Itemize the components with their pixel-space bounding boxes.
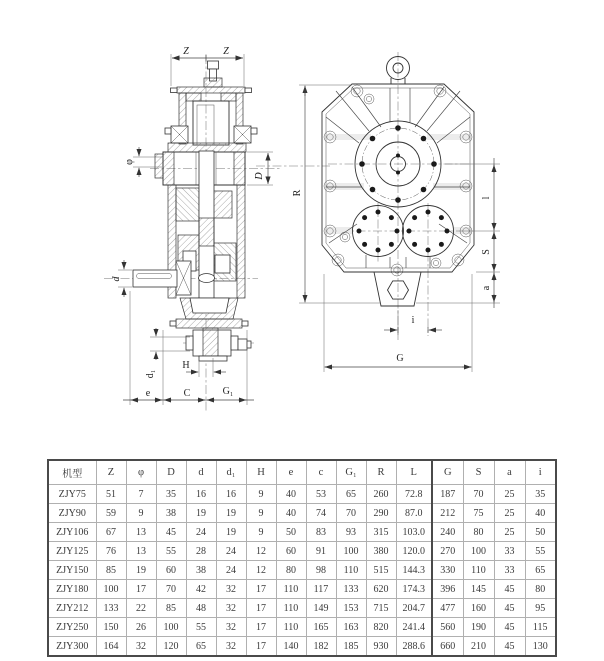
dimension-table (47, 459, 557, 657)
value-cell: 38 (156, 504, 186, 523)
right-view-front (256, 52, 500, 372)
value-cell: 45 (156, 523, 186, 542)
value-cell: 45 (494, 599, 525, 618)
value-cell: 22 (126, 599, 156, 618)
value-cell: 85 (96, 561, 126, 580)
table-row (48, 504, 556, 523)
column-header: L (396, 460, 432, 485)
left-view-cross-section (104, 46, 280, 413)
value-cell: 93 (336, 523, 366, 542)
header-row (48, 460, 556, 485)
value-cell: 70 (156, 580, 186, 599)
value-cell: 76 (96, 542, 126, 561)
plate-bolt-right (242, 321, 248, 326)
column-header: G₁ (336, 460, 366, 485)
value-cell: 100 (156, 618, 186, 637)
shaft-collar (204, 78, 222, 87)
value-cell: 28 (186, 542, 216, 561)
value-cell: 32 (216, 599, 246, 618)
housing-wall-right (237, 185, 245, 298)
value-cell: 19 (216, 504, 246, 523)
value-cell: 9 (246, 523, 276, 542)
output-coupling (186, 328, 251, 361)
value-cell: 260 (366, 485, 396, 504)
value-cell: 120.0 (396, 542, 432, 561)
dim-label-r: R (292, 189, 303, 197)
value-cell: 153 (336, 599, 366, 618)
value-cell: 660 (432, 637, 463, 657)
value-cell: 315 (366, 523, 396, 542)
value-cell: 240 (432, 523, 463, 542)
column-header: c (306, 460, 336, 485)
value-cell: 48 (186, 599, 216, 618)
value-cell: 80 (463, 523, 494, 542)
value-cell: 91 (306, 542, 336, 561)
value-cell: 70 (336, 504, 366, 523)
value-cell: 290 (366, 504, 396, 523)
table-row (48, 561, 556, 580)
value-cell: 100 (463, 542, 494, 561)
column-header: D (156, 460, 186, 485)
value-cell: 212 (432, 504, 463, 523)
value-cell: 65 (186, 637, 216, 657)
value-cell: 74 (306, 504, 336, 523)
value-cell: 13 (126, 542, 156, 561)
value-cell: 87.0 (396, 504, 432, 523)
value-cell: 45 (494, 637, 525, 657)
table-row (48, 580, 556, 599)
value-cell: 17 (246, 637, 276, 657)
value-cell: 190 (463, 618, 494, 637)
value-cell: 55 (525, 542, 556, 561)
value-cell: 140 (276, 637, 306, 657)
value-cell: 85 (156, 599, 186, 618)
value-cell: 145 (463, 580, 494, 599)
value-cell: 100 (336, 542, 366, 561)
bell-cavity (193, 101, 229, 145)
value-cell: 26 (126, 618, 156, 637)
dim-label-g: G (396, 353, 404, 364)
value-cell: 32 (216, 618, 246, 637)
value-cell: 55 (156, 542, 186, 561)
column-header: R (366, 460, 396, 485)
value-cell: 182 (306, 637, 336, 657)
bell-web-left (186, 93, 201, 101)
value-cell: 117 (306, 580, 336, 599)
value-cell: 19 (186, 504, 216, 523)
value-cell: 185 (336, 637, 366, 657)
dim-label-d1: d₁ (145, 369, 156, 379)
value-cell: 16 (216, 485, 246, 504)
value-cell: 65 (525, 561, 556, 580)
value-cell: 65 (336, 485, 366, 504)
value-cell: 930 (366, 637, 396, 657)
table-row (48, 485, 556, 504)
dim-label-z-left: Z (183, 46, 189, 57)
dim-label-d-upper: D (254, 172, 265, 180)
model-cell: ZJY250 (48, 618, 96, 637)
value-cell: 33 (494, 542, 525, 561)
value-cell: 45 (494, 580, 525, 599)
value-cell: 120 (156, 637, 186, 657)
value-cell: 19 (126, 561, 156, 580)
table-row (48, 618, 556, 637)
value-cell: 45 (494, 618, 525, 637)
dim-label-l: l (481, 196, 492, 200)
value-cell: 32 (216, 580, 246, 599)
motor-shaft-stub (208, 61, 219, 69)
value-cell: 164 (96, 637, 126, 657)
table-row (48, 637, 556, 657)
model-cell: ZJY150 (48, 561, 96, 580)
value-cell: 560 (432, 618, 463, 637)
value-cell: 42 (186, 580, 216, 599)
column-header: φ (126, 460, 156, 485)
value-cell: 25 (494, 485, 525, 504)
value-cell: 130 (525, 637, 556, 657)
dim-label-h: H (182, 360, 190, 371)
value-cell: 12 (246, 542, 276, 561)
value-cell: 110 (336, 561, 366, 580)
value-cell: 33 (494, 561, 525, 580)
value-cell: 55 (186, 618, 216, 637)
dim-label-c: C (183, 388, 191, 399)
bottom-flange-plate (176, 319, 242, 328)
value-cell: 80 (276, 561, 306, 580)
model-cell: ZJY212 (48, 599, 96, 618)
column-header: e (276, 460, 306, 485)
value-cell: 17 (246, 618, 276, 637)
inner-shaft (197, 105, 214, 145)
value-cell: 50 (525, 523, 556, 542)
value-cell: 80 (525, 580, 556, 599)
column-header: S (463, 460, 494, 485)
dim-label-a: a (481, 285, 492, 291)
value-cell: 17 (246, 580, 276, 599)
value-cell: 95 (525, 599, 556, 618)
value-cell: 270 (432, 542, 463, 561)
flange-bolt-left (171, 88, 178, 93)
value-cell: 59 (96, 504, 126, 523)
table-row (48, 599, 556, 618)
value-cell: 25 (494, 523, 525, 542)
value-cell: 103.0 (396, 523, 432, 542)
dim-label-g1: G₁ (222, 386, 234, 397)
value-cell: 40 (525, 504, 556, 523)
value-cell: 174.3 (396, 580, 432, 599)
value-cell: 133 (336, 580, 366, 599)
value-cell: 19 (216, 523, 246, 542)
value-cell: 12 (246, 561, 276, 580)
value-cell: 100 (96, 580, 126, 599)
value-cell: 115 (525, 618, 556, 637)
value-cell: 477 (432, 599, 463, 618)
value-cell: 110 (276, 599, 306, 618)
column-header: 机型 (48, 460, 96, 485)
plate-bolt-left (170, 321, 176, 326)
value-cell: 75 (463, 504, 494, 523)
value-cell: 110 (276, 580, 306, 599)
value-cell: 165 (306, 618, 336, 637)
column-header: i (525, 460, 556, 485)
upper-bearing-right (234, 126, 257, 143)
value-cell: 9 (246, 485, 276, 504)
value-cell: 98 (306, 561, 336, 580)
value-cell: 70 (463, 485, 494, 504)
column-header: Z (96, 460, 126, 485)
column-header: d₁ (216, 460, 246, 485)
value-cell: 204.7 (396, 599, 432, 618)
value-cell: 210 (463, 637, 494, 657)
value-cell: 515 (366, 561, 396, 580)
flange-bolt-right (245, 88, 252, 93)
value-cell: 9 (246, 504, 276, 523)
model-cell: ZJY75 (48, 485, 96, 504)
value-cell: 17 (126, 580, 156, 599)
value-cell: 17 (246, 599, 276, 618)
value-cell: 149 (306, 599, 336, 618)
value-cell: 32 (126, 637, 156, 657)
value-cell: 83 (306, 523, 336, 542)
value-cell: 150 (96, 618, 126, 637)
value-cell: 72.8 (396, 485, 432, 504)
value-cell: 38 (186, 561, 216, 580)
housing-outline (322, 84, 474, 272)
value-cell: 32 (216, 637, 246, 657)
lower-housing-cavity (190, 298, 229, 313)
upper-bearing-left (165, 126, 188, 143)
value-cell: 60 (276, 542, 306, 561)
value-cell: 13 (126, 523, 156, 542)
value-cell: 40 (276, 485, 306, 504)
value-cell: 241.4 (396, 618, 432, 637)
model-cell: ZJY180 (48, 580, 96, 599)
value-cell: 51 (96, 485, 126, 504)
value-cell: 7 (126, 485, 156, 504)
value-cell: 50 (276, 523, 306, 542)
value-cell: 67 (96, 523, 126, 542)
input-shaft (133, 261, 191, 295)
column-header: a (494, 460, 525, 485)
column-header: G (432, 460, 463, 485)
table-body (48, 485, 556, 657)
value-cell: 40 (276, 504, 306, 523)
column-header: H (246, 460, 276, 485)
column-header: d (186, 460, 216, 485)
drain-boss (374, 272, 421, 306)
dim-label-z-right: Z (223, 46, 229, 57)
value-cell: 110 (276, 618, 306, 637)
dim-label-d-input: d (111, 276, 122, 282)
model-cell: ZJY90 (48, 504, 96, 523)
value-cell: 187 (432, 485, 463, 504)
value-cell: 60 (156, 561, 186, 580)
dim-i (384, 310, 442, 335)
value-cell: 24 (216, 561, 246, 580)
model-cell: ZJY125 (48, 542, 96, 561)
value-cell: 820 (366, 618, 396, 637)
value-cell: 35 (156, 485, 186, 504)
value-cell: 144.3 (396, 561, 432, 580)
dim-label-s: S (481, 249, 492, 255)
value-cell: 330 (432, 561, 463, 580)
value-cell: 9 (126, 504, 156, 523)
value-cell: 396 (432, 580, 463, 599)
value-cell: 163 (336, 618, 366, 637)
bell-web-right (221, 93, 236, 101)
table-row (48, 523, 556, 542)
value-cell: 288.6 (396, 637, 432, 657)
table-header (48, 460, 556, 485)
value-cell: 133 (96, 599, 126, 618)
dim-label-i: i (411, 315, 415, 326)
value-cell: 25 (494, 504, 525, 523)
value-cell: 380 (366, 542, 396, 561)
value-cell: 620 (366, 580, 396, 599)
model-cell: ZJY300 (48, 637, 96, 657)
top-flange (177, 87, 245, 93)
model-cell: ZJY106 (48, 523, 96, 542)
value-cell: 160 (463, 599, 494, 618)
dim-label-phi: φ (124, 159, 135, 165)
dim-label-e: e (145, 388, 151, 399)
value-cell: 16 (186, 485, 216, 504)
value-cell: 35 (525, 485, 556, 504)
value-cell: 24 (186, 523, 216, 542)
value-cell: 24 (216, 542, 246, 561)
value-cell: 53 (306, 485, 336, 504)
value-cell: 110 (463, 561, 494, 580)
value-cell: 715 (366, 599, 396, 618)
table-row (48, 542, 556, 561)
